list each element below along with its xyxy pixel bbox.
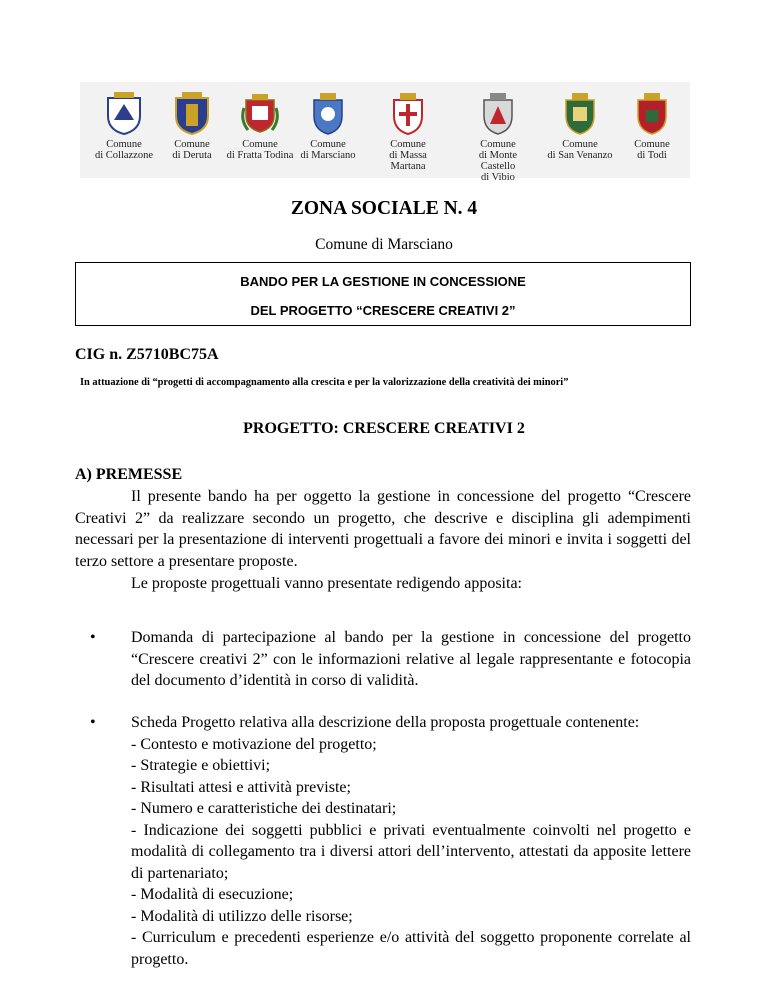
premesse-intro: Le proposte progettuali vanno presentate redigendo apposita: <box>131 575 522 592</box>
bando-line-2: DEL PROGETTO “CRESCERE CREATIVI 2” <box>250 303 516 318</box>
massa-martana-crest-icon <box>388 90 428 136</box>
scheda-item: - Strategie e obiettivi; <box>131 757 271 774</box>
fratta-todina-crest <box>226 90 294 161</box>
scheda-item: - Curriculum e precedenti esperienze e/o attività del soggetto proponente correlate al progetto. <box>131 929 691 968</box>
municipality-logos <box>80 82 690 183</box>
document-subtitle: Comune di Marsciano <box>315 236 453 253</box>
bullet-icon: • <box>90 629 96 646</box>
marsciano-crest <box>294 90 362 161</box>
premesse-paragraph: Il presente bando ha per oggetto la gestione in concessione del progetto “Crescere Creativi 2” da realizzare secondo un progetto, che descrive e disciplina gli adempimenti necessari per la presentazione di interventi progettuali a favore dei minori e invita i soggetti del terzo settore a presentare proposte. <box>75 488 691 570</box>
bando-title-box <box>75 262 691 326</box>
cig-code: CIG n. Z5710BC75A <box>75 346 219 363</box>
deruta-crest <box>158 90 226 161</box>
scheda-item: - Modalità di utilizzo delle risorse; <box>131 907 353 925</box>
collazzone-crest <box>90 90 158 161</box>
fratta-todina-crest-icon <box>240 90 280 136</box>
attuazione-note: In attuazione di “progetti di accompagnamento alla crescita e per la valorizzazione della creatività dei minori” <box>80 377 569 388</box>
logo-label: Comune di Monte Castello di Vibio <box>478 139 518 183</box>
logo-label: Comune di Todi <box>634 139 670 161</box>
project-heading: PROGETTO: CRESCERE CREATIVI 2 <box>243 420 525 437</box>
scheda-intro: Scheda Progetto relativa alla descrizione della proposta progettuale contenente: <box>131 714 640 731</box>
domanda-text: Domanda di partecipazione al bando per la gestione in concessione del progetto “Crescere creativi 2” con le informazioni relative al legale rappresentante e fotocopia del documento d’identità in corso di validità. <box>131 629 691 689</box>
logo-label: Comune di Collazzone <box>94 139 154 161</box>
logo-label: Comune di Fratta Todina <box>226 139 294 161</box>
san-venanzo-crest-icon <box>560 90 600 136</box>
massa-martana-crest <box>374 90 442 172</box>
scheda-block <box>131 712 691 970</box>
todi-crest-icon <box>632 90 672 136</box>
deruta-crest-icon <box>172 90 212 136</box>
premesse-heading: A) PREMESSE <box>75 466 183 483</box>
bullet-icon: • <box>90 714 96 731</box>
monte-castello-crest <box>464 90 532 183</box>
bando-line-1: BANDO PER LA GESTIONE IN CONCESSIONE <box>240 274 526 289</box>
logo-label: Comune di Massa Martana <box>389 139 427 172</box>
document-title: ZONA SOCIALE N. 4 <box>290 198 478 219</box>
marsciano-crest-icon <box>308 90 348 136</box>
scheda-item: - Contesto e motivazione del progetto; <box>131 735 377 753</box>
logo-label: Comune di Deruta <box>172 139 212 161</box>
logo-label: Comune di San Venanzo <box>547 139 613 161</box>
monte-castello-crest-icon <box>478 90 518 136</box>
scheda-item: - Numero e caratteristiche dei destinatari; <box>131 800 397 817</box>
scheda-item: - Indicazione dei soggetti pubblici e privati eventualmente coinvolti nel progetto e modalità di collegamento tra i diversi attori dell’intervento, attestati da apposite lettere di partenariato; <box>131 821 691 882</box>
todi-crest <box>618 90 686 161</box>
san-venanzo-crest <box>546 90 614 161</box>
scheda-item: - Modalità di esecuzione; <box>131 886 294 903</box>
scheda-item: - Risultati attesi e attività previste; <box>131 778 351 796</box>
collazzone-crest-icon <box>104 90 144 136</box>
logo-label: Comune di Marsciano <box>300 139 356 161</box>
